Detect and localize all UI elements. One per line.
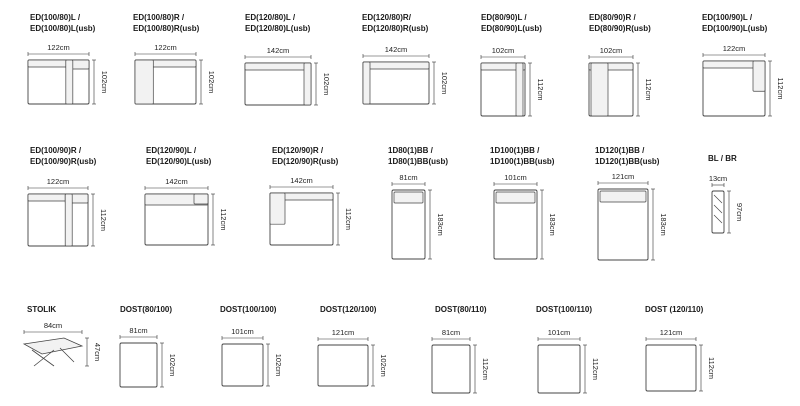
- width-label: 84cm: [43, 321, 63, 330]
- depth-label: 112cm: [344, 208, 353, 230]
- depth-label: 112cm: [776, 77, 785, 100]
- width-label: 81cm: [129, 326, 148, 335]
- width-label: 81cm: [399, 173, 418, 182]
- module-m2: [135, 43, 216, 104]
- module-title: [30, 12, 95, 34]
- armrest-part: [65, 194, 72, 246]
- module-title-line: BL / BR: [708, 154, 737, 163]
- module-title: [220, 304, 276, 315]
- module-title: [320, 304, 376, 315]
- module-title-line: ED(80/90)L /: [481, 13, 527, 22]
- module-outline: [120, 343, 157, 387]
- module-m12: [494, 173, 557, 259]
- width-label: 81cm: [441, 328, 461, 337]
- module-m7: [703, 44, 785, 116]
- depth-label: 102cm: [168, 353, 177, 377]
- module-m1: [28, 43, 109, 104]
- backrest-part: [363, 62, 429, 69]
- armrest-part: [270, 193, 285, 224]
- depth-label: 102cm: [274, 353, 283, 377]
- armrest-part: [516, 63, 523, 116]
- module-title-line: ED(100/90)R /: [30, 146, 82, 155]
- module-m3: [245, 46, 331, 105]
- armrest-part: [591, 63, 608, 116]
- module-title-line: ED(120/90)L(usb): [146, 157, 212, 166]
- depth-label: 112cm: [536, 78, 545, 101]
- module-title-line: STOLIK: [27, 305, 57, 314]
- armrest-part: [66, 60, 73, 104]
- module-m19: [432, 328, 490, 393]
- module-title-line: ED(80/90)L(usb): [481, 24, 542, 33]
- module-title: [362, 12, 428, 34]
- module-title-line: 1D100(1)BB(usb): [490, 157, 555, 166]
- pillow-part: [394, 192, 423, 203]
- width-label: 102cm: [491, 46, 515, 55]
- depth-label: 112cm: [219, 208, 228, 231]
- module-m4: [363, 45, 449, 104]
- module-title: [708, 153, 737, 164]
- module-title-line: DOST(100/100): [220, 305, 277, 314]
- module-title: [481, 12, 542, 34]
- module-title-line: ED(80/90)R(usb): [589, 24, 651, 33]
- depth-label: 183cm: [548, 213, 557, 236]
- width-label: 101cm: [504, 173, 527, 182]
- module-title-line: ED(100/90)R(usb): [30, 157, 97, 166]
- module-m21: [646, 328, 716, 391]
- depth-label: 112cm: [707, 357, 716, 379]
- module-title-line: DOST(80/110): [435, 305, 487, 314]
- module-title: [435, 304, 487, 315]
- module-m18: [318, 328, 388, 386]
- module-title-line: DOST(100/110): [536, 305, 593, 314]
- module-title-line: 1D80(1)BB /: [388, 146, 433, 155]
- module-m11: [392, 173, 445, 259]
- pillow-part: [496, 192, 535, 203]
- module-title: [146, 145, 211, 167]
- width-label: 121cm: [331, 328, 355, 337]
- module-outline: [432, 345, 470, 393]
- depth-label: 183cm: [436, 213, 445, 236]
- width-label: 142cm: [266, 46, 290, 55]
- pillow-part: [600, 191, 646, 202]
- module-title-line: ED(120/80)L /: [245, 13, 296, 22]
- width-label: 142cm: [384, 45, 408, 54]
- module-title-line: DOST(120/100): [320, 305, 377, 314]
- backrest-part: [245, 63, 311, 70]
- module-title-line: ED(120/90)R(usb): [272, 157, 339, 166]
- module-title-line: ED(100/80)R /: [133, 13, 185, 22]
- width-label: 121cm: [611, 172, 635, 181]
- module-title: [702, 12, 767, 34]
- depth-label: 112cm: [99, 209, 108, 231]
- module-title-line: 1D120(1)BB /: [595, 146, 645, 155]
- module-title: [595, 145, 659, 167]
- width-label: 13cm: [708, 174, 728, 183]
- module-title: [133, 12, 199, 34]
- width-label: 122cm: [154, 43, 177, 52]
- depth-label: 112cm: [481, 358, 490, 380]
- module-m14: [709, 174, 744, 233]
- depth-label: 112cm: [644, 78, 653, 101]
- armrest-part: [194, 194, 208, 204]
- width-label: 142cm: [165, 177, 188, 186]
- depth-label: 97cm: [735, 202, 744, 222]
- module-title-line: DOST(80/100): [120, 305, 173, 314]
- module-outline: [538, 345, 580, 393]
- module-title: [490, 145, 554, 167]
- depth-label: 102cm: [207, 70, 216, 94]
- module-title-line: ED(80/90)R /: [589, 13, 636, 22]
- width-label: 122cm: [722, 44, 746, 53]
- depth-label: 102cm: [322, 72, 331, 96]
- armrest-part: [304, 63, 311, 105]
- width-label: 121cm: [659, 328, 683, 337]
- module-outline: [222, 344, 263, 386]
- width-label: 122cm: [46, 177, 70, 186]
- width-label: 102cm: [599, 46, 623, 55]
- depth-label: 102cm: [100, 70, 109, 94]
- width-label: 101cm: [547, 328, 571, 337]
- module-title-line: ED(100/80)L /: [30, 13, 81, 22]
- module-title-line: ED(120/80)R/: [362, 13, 411, 22]
- table-top: [24, 338, 82, 354]
- module-m8: [28, 177, 108, 246]
- module-outline: [712, 191, 724, 233]
- module-title: [388, 145, 448, 167]
- table-leg: [60, 348, 74, 362]
- module-m20: [538, 328, 600, 393]
- module-title: [120, 304, 172, 315]
- depth-label: 102cm: [440, 71, 449, 95]
- module-title-line: 1D100(1)BB /: [490, 146, 540, 155]
- module-title-line: 1D120(1)BB(usb): [595, 157, 660, 166]
- module-outline: [646, 345, 696, 391]
- module-title: [245, 12, 310, 34]
- module-title-line: ED(100/80)L(usb): [30, 24, 96, 33]
- module-outline: [318, 345, 368, 386]
- module-m17: [222, 327, 283, 386]
- module-title-line: ED(100/80)R(usb): [133, 24, 200, 33]
- armrest-part: [363, 62, 370, 104]
- module-title-line: 1D80(1)BB(usb): [388, 157, 449, 166]
- module-title-line: DOST (120/110): [645, 305, 704, 314]
- module-m5: [481, 46, 545, 116]
- width-label: 142cm: [290, 176, 313, 185]
- module-title-line: ED(120/80)R(usb): [362, 24, 429, 33]
- module-title-line: ED(120/80)L(usb): [245, 24, 311, 33]
- module-title: [272, 145, 338, 167]
- module-title: [30, 145, 96, 167]
- armrest-part: [753, 61, 765, 91]
- module-m16: [120, 326, 177, 387]
- width-label: 101cm: [231, 327, 254, 336]
- depth-label: 183cm: [659, 213, 668, 236]
- depth-label: 102cm: [379, 354, 388, 377]
- module-title: [536, 304, 592, 315]
- armrest-part: [135, 60, 153, 104]
- module-title: [27, 304, 56, 315]
- module-m10: [270, 176, 353, 245]
- module-m13: [598, 172, 668, 260]
- module-title-line: ED(120/90)L /: [146, 146, 197, 155]
- depth-label: 112cm: [591, 358, 600, 380]
- module-title-line: ED(120/90)R /: [272, 146, 324, 155]
- module-title-line: ED(100/90)L(usb): [702, 24, 768, 33]
- module-m15: [24, 321, 102, 366]
- module-m9: [145, 177, 228, 245]
- module-title: [645, 304, 703, 315]
- module-title-line: ED(100/90)L /: [702, 13, 753, 22]
- module-title: [589, 12, 651, 34]
- module-m6: [589, 46, 653, 116]
- width-label: 122cm: [47, 43, 70, 52]
- depth-label: 47cm: [93, 342, 102, 362]
